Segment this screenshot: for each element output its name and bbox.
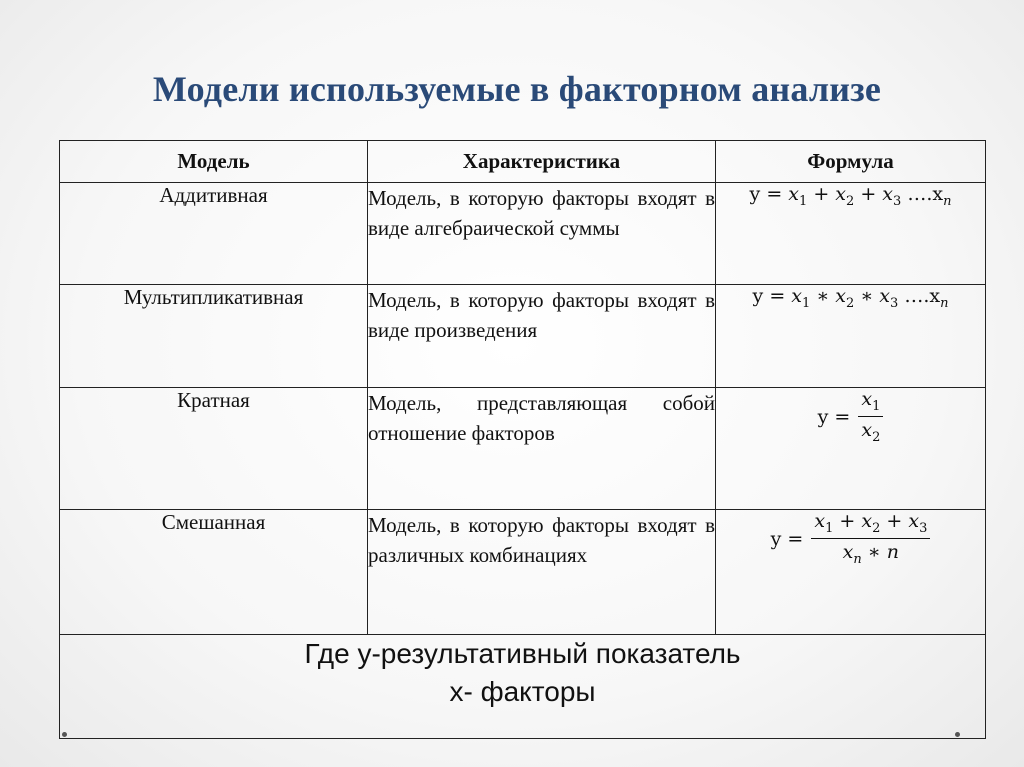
table-row-multiplicative: [60, 285, 986, 388]
decorative-dot-left: [62, 732, 67, 737]
model-description: Модель, представляющая собой отношение факторов: [368, 388, 716, 510]
models-table: [59, 140, 986, 739]
column-header-formula: Формула: [716, 141, 986, 183]
model-description: Модель, в которую факторы входят в виде алгебраической суммы: [368, 183, 716, 285]
table-row-additive: [60, 183, 986, 285]
table-row-mixed: [60, 510, 986, 635]
model-formula: y = $\frac{x_1}{x_2}$: [716, 388, 986, 510]
slide-title: Модели используемые в факторном анализе: [152, 69, 882, 109]
model-formula: $y = x_1 + x_2 + x_3$ $\dots.x_n$: [716, 183, 986, 285]
legend-note: [60, 635, 986, 739]
note-row: [60, 635, 986, 739]
model-description: Модель, в которую факторы входят в различных комбинациях: [368, 510, 716, 635]
model-description: Модель, в которую факторы входят в виде произведения: [368, 285, 716, 388]
table-header-row: [60, 141, 986, 183]
model-formula: y = $\frac{x_1 + x_2 + x_3}{x_n ∗ n}$: [716, 510, 986, 635]
note-line-factors: х- факторы: [449, 676, 596, 707]
model-formula: $y = x_1$ ∗ $x_2$ ∗ $x_3$ $\dots.x_n$: [716, 285, 986, 388]
model-name: Смешанная: [60, 510, 368, 635]
model-name: Аддитивная: [60, 183, 368, 285]
column-header-model: Модель: [60, 141, 368, 183]
table-row-ratio: [60, 388, 986, 510]
model-name: Кратная: [60, 388, 368, 510]
note-line-result: Где у-результативный показатель: [304, 638, 741, 669]
model-name: Мультипликативная: [60, 285, 368, 388]
decorative-dot-right: [955, 732, 960, 737]
column-header-characteristic: Характеристика: [368, 141, 716, 183]
